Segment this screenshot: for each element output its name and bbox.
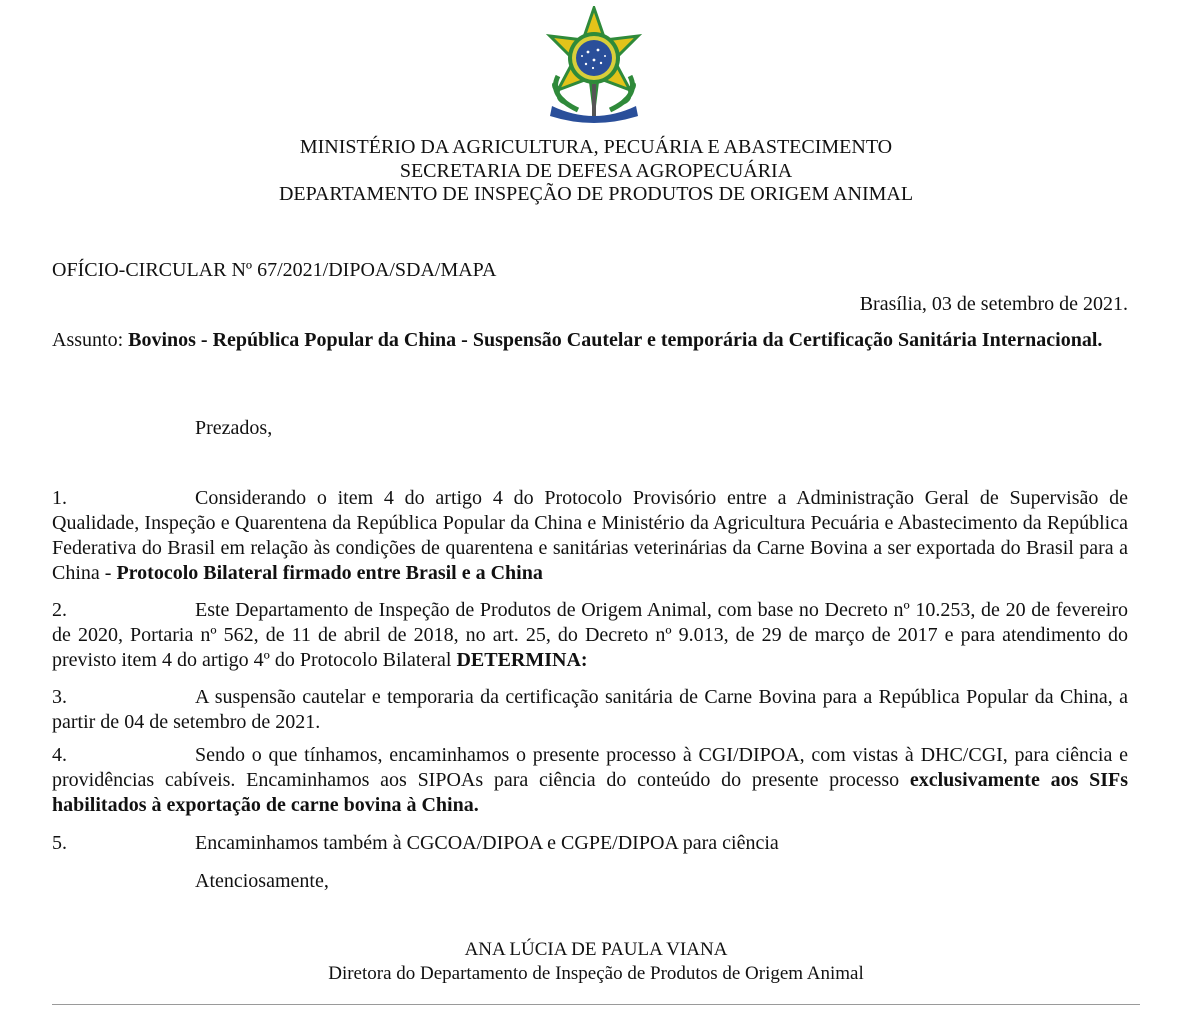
signer-name: ANA LÚCIA DE PAULA VIANA — [464, 939, 728, 960]
subject-text: Bovinos - República Popular da China - Suspensão Cautelar e temporária da Certificação Sanitária Internacional. — [128, 329, 1103, 351]
paragraph-number: 3. — [52, 686, 67, 708]
secretariat-heading: SECRETARIA DE DEFESA AGROPECUÁRIA — [399, 160, 793, 182]
paragraph-bold: exclusivamente aos SIFs habilitados à exportação de carne bovina à China. — [52, 769, 1128, 816]
closing: Atenciosamente, — [195, 870, 329, 892]
paragraph-number: 1. — [52, 487, 67, 509]
paragraph-5 — [52, 831, 1128, 856]
paragraph-text: Encaminhamos também à CGCOA/DIPOA e CGPE/DIPOA para ciência — [195, 832, 779, 854]
brazil-coat-of-arms-icon — [538, 6, 650, 124]
paragraph-bold: DETERMINA: — [456, 649, 588, 671]
document-reference: OFÍCIO-CIRCULAR Nº 67/2021/DIPOA/SDA/MAPA — [52, 259, 497, 281]
paragraph-text: A suspensão cautelar e temporaria da certificação sanitária de Carne Bovina para a República Popular da China, a partir de 04 de setembro de 2021. — [52, 686, 1128, 733]
paragraph-text: Sendo o que tínhamos, encaminhamos o presente processo à CGI/DIPOA, com vistas à DHC/CGI, para ciência e providências cabíveis. Encaminhamos aos SIPOAs para ciência do conteúdo do presente processo — [52, 744, 1128, 791]
paragraph-1 — [52, 486, 1128, 586]
paragraph-text: Este Departamento de Inspeção de Produtos de Origem Animal, com base no Decreto nº 10.253, de 20 de fevereiro de 2020, Portaria nº 562, de 11 de abril de 2018, no art. 25, do Decreto nº 9.013, de 29 de março de 2017 e para atendimento do previsto item 4 do artigo 4º do Protocolo Bilateral — [52, 599, 1128, 671]
greeting: Prezados, — [195, 417, 273, 439]
paragraph-2 — [52, 598, 1128, 673]
paragraph-number: 5. — [52, 832, 67, 854]
signer-role: Diretora do Departamento de Inspeção de Produtos de Origem Animal — [328, 963, 864, 984]
ministry-heading: MINISTÉRIO DA AGRICULTURA, PECUÁRIA E ABASTECIMENTO — [299, 136, 893, 158]
department-heading: DEPARTAMENTO DE INSPEÇÃO DE PRODUTOS DE ORIGEM ANIMAL — [278, 183, 914, 205]
document-date: Brasília, 03 de setembro de 2021. — [859, 293, 1128, 315]
paragraph-3 — [52, 685, 1128, 735]
subject-label: Assunto: — [52, 329, 129, 351]
paragraph-number: 2. — [52, 599, 67, 621]
paragraph-bold: Protocolo Bilateral firmado entre Brasil e a China — [116, 562, 543, 584]
footer-divider — [52, 1004, 1140, 1005]
paragraph-number: 4. — [52, 744, 67, 766]
paragraph-4 — [52, 743, 1128, 818]
subject-line — [52, 328, 1128, 353]
paragraph-text: Considerando o item 4 do artigo 4 do Protocolo Provisório entre a Administração Geral de Supervisão de Qualidade, Inspeção e Quarentena da República Popular da China e Ministério da Agricultura Pecuária e Abastecimento da República Federativa do Brasil em relação às condições de quarentena e sanitárias veterinárias da Carne Bovina a ser exportada do Brasil para a China - — [52, 487, 1128, 584]
